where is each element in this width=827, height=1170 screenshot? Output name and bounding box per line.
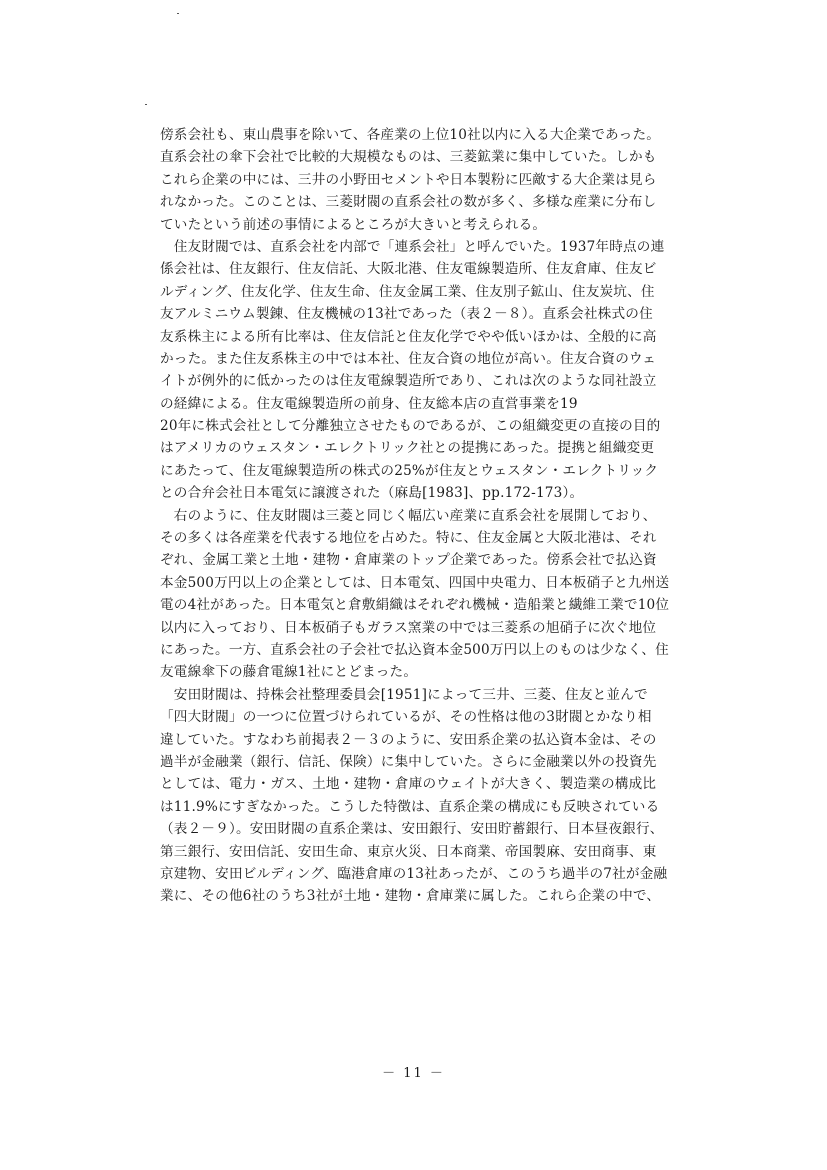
paragraph xyxy=(160,236,720,505)
paragraph xyxy=(160,505,720,684)
text-line: イトが例外的に低かったのは住友電線製造所であり、これは次のような同社設立 xyxy=(160,373,657,390)
text-line: 電の4社があった。日本電気と倉敷絹織はそれぞれ機械・造船業と繊維工業で10位 xyxy=(160,597,670,614)
text-line: 安田財閥は、持株会社整理委員会[1951]によって三井、三菱、住友と並んで xyxy=(160,686,648,703)
text-line: 友電線傘下の藤倉電線1社にとどまった。 xyxy=(160,664,418,681)
text-line: 過半が金融業（銀行、信託、保険）に集中していた。さらに金融業以外の投資先 xyxy=(160,753,657,770)
text-line: 直系会社の傘下会社で比較的大規模なものは、三菱鉱業に集中していた。しかも xyxy=(160,149,657,166)
text-line: その多くは各産業を代表する地位を占めた。特に、住友金属と大阪北港は、それ xyxy=(160,530,657,547)
scan-speck xyxy=(177,13,179,14)
text-line: （表２－９）。安田財閥の直系企業は、安田銀行、安田貯蓄銀行、日本昼夜銀行、 xyxy=(160,821,664,838)
text-line: との合弁会社日本電気に譲渡された（麻島[1983]、pp.172-173）。 xyxy=(160,485,584,502)
text-line: 係会社は、住友銀行、住友信託、大阪北港、住友電線製造所、住友倉庫、住友ビ xyxy=(160,261,657,278)
text-line: にあった。一方、直系会社の子会社で払込資本金500万円以上のものは少なく、住 xyxy=(160,641,669,658)
text-line: 京建物、安田ビルディング、臨港倉庫の13社あったが、このうち過半の7社が金融 xyxy=(160,865,668,882)
text-line: 「四大財閥」の一つに位置づけられているが、その性格は他の3財閥とかなり相 xyxy=(160,709,652,726)
page-number: － 11 － xyxy=(382,1066,445,1081)
text-line: の経緯による。住友電線製造所の前身、住友総本店の直営事業を19 xyxy=(160,395,578,412)
text-line: 傍系会社も、東山農事を除いて、各産業の上位10社以内に入る大企業であった。 xyxy=(160,127,661,143)
text-line: 友系株主による所有比率は、住友信託と住友化学でやや低いほかは、全般的に高 xyxy=(160,328,657,345)
text-line: にあたって、住友電線製造所の株式の25%が住友とウェスタン・エレクトリック xyxy=(160,462,659,479)
text-line: れなかった。このことは、三菱財閥の直系会社の数が多く、多様な産業に分布し xyxy=(160,194,657,211)
text-line: 違していた。すなわち前掲表２－３のように、安田系企業の払込資本金は、その xyxy=(160,731,657,748)
text-line: としては、電力・ガス、土地・建物・倉庫のウェイトが大きく、製造業の構成比 xyxy=(160,776,657,793)
text-line: ていたという前述の事情によるところが大きいと考えられる。 xyxy=(160,216,547,233)
text-line: 右のように、住友財閥は三菱と同じく幅広い産業に直系会社を展開しており、 xyxy=(160,507,657,524)
scan-speck xyxy=(145,104,147,105)
text-line: 20年に株式会社として分離独立させたものであるが、この組織変更の直接の目的 xyxy=(160,418,661,435)
paragraph xyxy=(160,124,720,236)
text-line: 本金500万円以上の企業としては、日本電気、四国中央電力、日本板硝子と九州送 xyxy=(160,574,670,591)
text-line: 友アルミニウム製錬、住友機械の13社であった（表２－８）。直系会社株式の住 xyxy=(160,306,653,323)
text-line: 以内に入っており、日本板硝子もガラス窯業の中では三菱系の旭硝子に次ぐ地位 xyxy=(160,619,657,636)
text-line: 第三銀行、安田信託、安田生命、東京火災、日本商業、帝国製麻、安田商事、東 xyxy=(160,843,657,860)
body-text xyxy=(160,124,720,908)
text-line: 業に、その他6社のうち3社が土地・建物・倉庫業に属した。これら企業の中で、 xyxy=(160,888,661,905)
text-line: ぞれ、金属工業と土地・建物・倉庫業のトップ企業であった。傍系会社で払込資 xyxy=(160,552,657,569)
text-line: ルディング、住友化学、住友生命、住友金属工業、住友別子鉱山、住友炭坑、住 xyxy=(160,283,655,300)
text-line: は11.9%にすぎなかった。こうした特徴は、直系企業の構成にも反映されている xyxy=(160,798,660,815)
text-line: これら企業の中には、三井の小野田セメントや日本製粉に匹敵する大企業は見ら xyxy=(160,171,657,188)
text-line: 住友財閥では、直系会社を内部で「連系会社」と呼んでいた。1937年時点の連 xyxy=(160,238,665,255)
text-line: はアメリカのウェスタン・エレクトリック社との提携にあった。提携と組織変更 xyxy=(160,440,655,457)
text-line: かった。また住友系株主の中では本社、住友合資の地位が高い。住友合資のウェ xyxy=(160,350,657,367)
paragraph xyxy=(160,684,720,908)
